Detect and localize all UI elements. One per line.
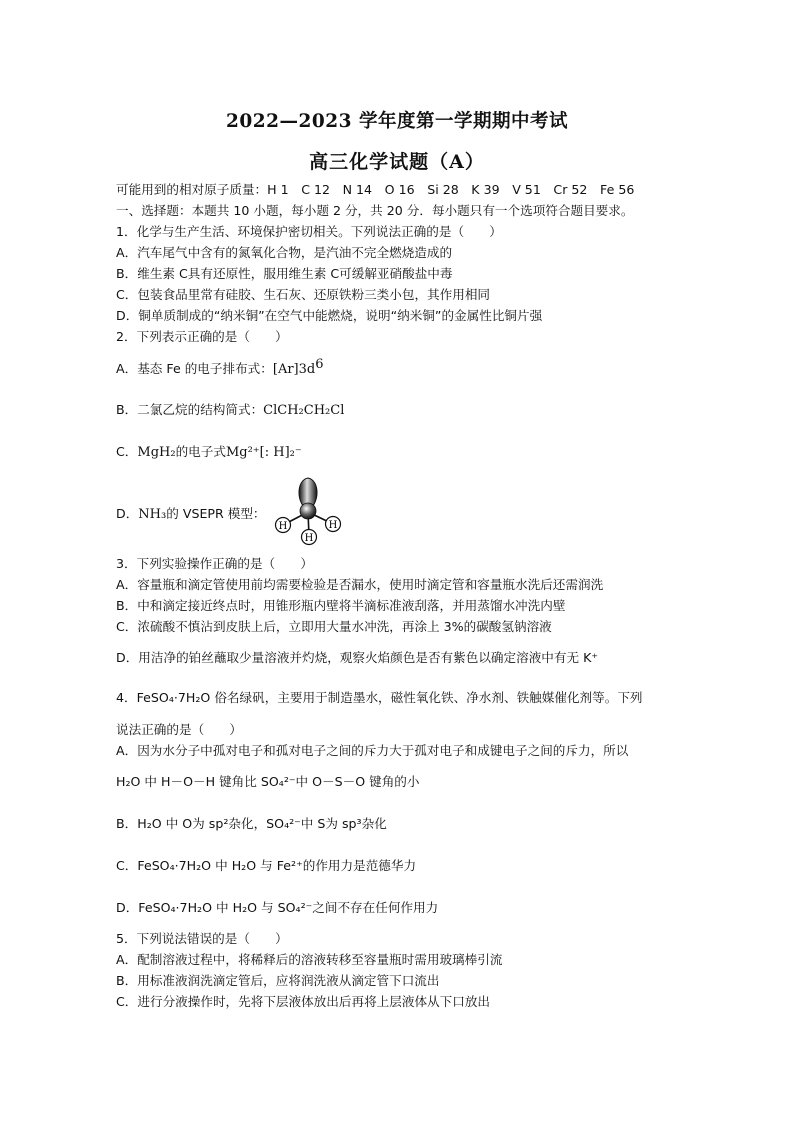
- q5-stem: 5．下列说法错误的是（ ）: [116, 931, 288, 946]
- q5-option-b: B．用标准液润洗滴定管后，应将润洗液从滴定管下口流出: [116, 973, 440, 988]
- hydrogen-label-bottom: H: [304, 533, 314, 544]
- exam-title: 2022—2023 学年度第一学期期中考试: [226, 111, 568, 132]
- q1-stem: 1．化学与生产生活、环境保护密切相关。下列说法正确的是（ ）: [116, 224, 502, 239]
- hydrogen-label-left: H: [278, 521, 288, 532]
- q5-option-c: C．进行分液操作时，先将下层液体放出后再将上层液体从下口放出: [116, 994, 491, 1009]
- exam-subtitle: 高三化学试题（A）: [309, 151, 485, 173]
- q4-option-b: B．H₂O 中 O为 sp²杂化，SO₄²⁻中 S为 sp³杂化: [116, 816, 387, 831]
- q2-option-b: B．二氯乙烷的结构简式：ClCH₂CH₂Cl: [116, 402, 345, 418]
- q3-stem: 3．下列实验操作正确的是（ ）: [116, 556, 313, 571]
- nitrogen-atom: [300, 503, 316, 519]
- nh3-vsepr-model-diagram: [270, 474, 346, 546]
- q2-option-c: C．MgH₂的电子式Mg²⁺[: H]₂⁻: [116, 444, 302, 460]
- hydrogen-label-right: H: [328, 520, 338, 531]
- section-heading: 一、选择题：本题共 10 小题，每小题 2 分，共 20 分．每小题只有一个选项符合题目要求。: [116, 203, 634, 218]
- q4-option-a-line2: H₂O 中 H－O－H 键角比 SO₄²⁻中 O－S－O 键角的小: [116, 774, 420, 789]
- atomic-masses: 可能用到的相对原子质量：H 1 C 12 N 14 O 16 Si 28 K 39 V 51 Cr 52 Fe 56: [116, 182, 635, 197]
- q1-option-d: D．铜单质制成的“纳米铜”在空气中能燃烧，说明“纳米铜”的金属性比铜片强: [116, 308, 543, 323]
- q1-option-b: B．维生素 C具有还原性，服用维生素 C可缓解亚硝酸盐中毒: [116, 266, 453, 281]
- mg-hydride-electron-formula: Mg²⁺[: H]₂⁻: [225, 445, 302, 460]
- q3-option-d: D．用洁净的铂丝蘸取少量溶液并灼烧，观察火焰颜色是否有紫色以确定溶液中有无 K⁺: [116, 650, 598, 665]
- q4-stem-line1: 4．FeSO₄·7H₂O 俗名绿矾，主要用于制造墨水，磁性氧化铁、净水剂、铁触媒催化剂等。下列: [116, 690, 643, 705]
- q1-option-c: C．包装食品里常有硅胶、生石灰、还原铁粉三类小包，其作用相同: [116, 287, 491, 302]
- q2-option-d: D．NH₃的 VSEPR 模型：: [116, 506, 266, 522]
- q2-stem: 2．下列表示正确的是（ ）: [116, 329, 288, 344]
- q2-option-a: A．基态 Fe 的电子排布式：$[Ar]3d^6$: [116, 356, 324, 377]
- q4-stem-line2: 说法正确的是（ ）: [116, 722, 242, 737]
- q4-option-a-line1: A．因为水分子中孤对电子和孤对电子之间的斥力大于孤对电子和成键电子之间的斥力，所以: [116, 743, 629, 758]
- q3-option-b: B．中和滴定接近终点时，用锥形瓶内壁将半滴标准液刮落，并用蒸馏水冲洗内壁: [116, 598, 566, 613]
- q3-option-c: C．浓硫酸不慎沾到皮肤上后，立即用大量水冲洗，再涂上 3%的碳酸氢钠溶液: [116, 619, 552, 634]
- q1-option-a: A．汽车尾气中含有的氮氧化合物，是汽油不完全燃烧造成的: [116, 245, 453, 260]
- q5-option-a: A．配制溶液过程中，将稀释后的溶液转移至容量瓶时需用玻璃棒引流: [116, 952, 503, 967]
- q3-option-a: A．容量瓶和滴定管使用前均需要检验是否漏水，使用时滴定管和容量瓶水洗后还需润洗: [116, 577, 604, 592]
- q4-option-d: D．FeSO₄·7H₂O 中 H₂O 与 SO₄²⁻之间不存在任何作用力: [116, 900, 439, 915]
- q4-option-c: C．FeSO₄·7H₂O 中 H₂O 与 Fe²⁺的作用力是范德华力: [116, 858, 417, 873]
